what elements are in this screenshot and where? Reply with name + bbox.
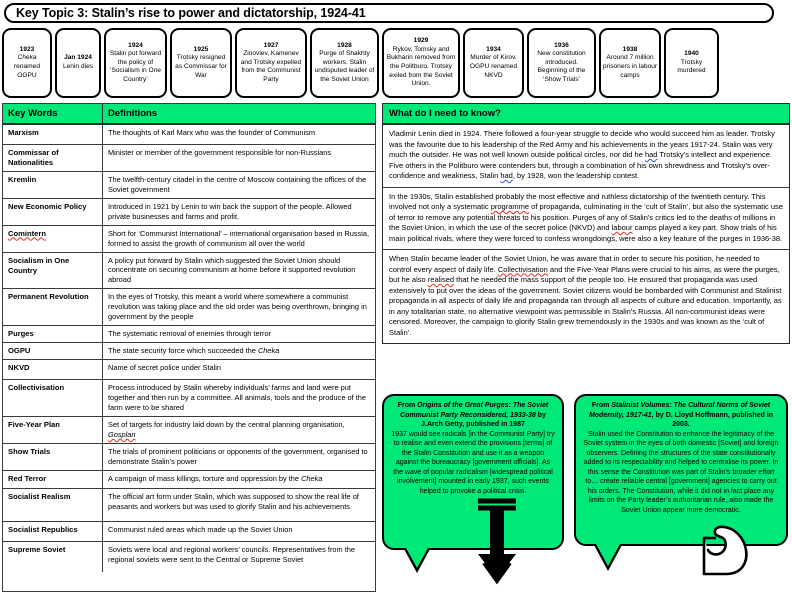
source-bubble-1 bbox=[382, 394, 564, 550]
timeline-event-rest: renamed OGPU bbox=[13, 63, 41, 79]
key-word-term: Socialist Republics bbox=[3, 522, 103, 541]
key-words-table bbox=[2, 103, 376, 592]
key-word-term: Purges bbox=[3, 326, 103, 342]
key-word-term: Commissar of Nationalities bbox=[3, 145, 103, 171]
timeline-event-10 bbox=[599, 28, 661, 98]
key-word-term: Marxism bbox=[3, 125, 103, 144]
table-row bbox=[3, 360, 375, 380]
source-2-attribution bbox=[583, 401, 779, 430]
down-arrow-icon bbox=[474, 497, 520, 585]
table-row bbox=[3, 253, 375, 290]
definition-italic-term: Cheka bbox=[257, 346, 280, 356]
flexed-arm-icon bbox=[682, 520, 754, 584]
key-word-term: Kremlin bbox=[3, 172, 103, 198]
source-1-prefix: From bbox=[397, 402, 418, 409]
table-row bbox=[3, 145, 375, 172]
key-word-definition: The twelfth-century citadel in the centre of Moscow containing the offices of the Soviet government bbox=[108, 175, 367, 194]
timeline-event-8 bbox=[463, 28, 524, 98]
know-box-heading: What do I need to know? bbox=[383, 104, 789, 125]
timeline-event-year: 1936 bbox=[554, 41, 569, 49]
key-word-term: Five-Year Plan bbox=[3, 417, 103, 443]
timeline bbox=[2, 28, 790, 98]
table-row bbox=[3, 471, 375, 489]
key-word-definition: Process introduced by Stalin whereby individuals’ farms and land were put together and then run by a committee. All animals, tools and the produce of the farm were to be shared bbox=[108, 383, 367, 412]
key-word-definition: The systematic removal of enemies through terror bbox=[108, 329, 272, 339]
definition-italic-term: Gosplan bbox=[108, 429, 136, 439]
bubble-1-tail-fill bbox=[406, 548, 428, 568]
timeline-event-2 bbox=[55, 28, 101, 98]
right-column bbox=[382, 103, 790, 592]
source-2-prefix: From bbox=[591, 402, 612, 409]
what-do-i-need-to-know-box bbox=[382, 103, 790, 344]
table-row bbox=[3, 417, 375, 444]
definition-text: Set of targets for industry laid down by the central planning organisation, bbox=[108, 419, 345, 429]
timeline-event-text bbox=[5, 54, 49, 80]
timeline-event-year: 1928 bbox=[337, 41, 352, 49]
know-paragraph-2: In the 1930s, Stalin established probably the most effective and ruthless dictatorship of the twentieth century. This involved not only a systematic programme of propaganda, culminating in the ‘cult of Stalin’, but also the systematic use of terror to remove any potential threats to his position. Purges of any of Stalin’s critics led to the deaths of millions in the Soviet Union, in which the use of the secret police (NKVD) and labour camps played a key part. Show trials of his main political rivals, where they were forced to confess wrongdoings, were also a key feature of the purges in 1936-38. bbox=[383, 188, 789, 251]
table-row bbox=[3, 199, 375, 226]
timeline-event-text: Zinoviev, Kamenev and Trotsky expelled from the Communist Party bbox=[240, 50, 302, 83]
timeline-event-text: Lenin dies bbox=[62, 63, 94, 70]
key-word-definition: The trials of prominent politicians or opponents of the government, organised to demonstrate Stalin’s power bbox=[108, 446, 368, 466]
source-1-quote: 1937 would see radicals [in the Communist Party] try to realise and even extend the provisions [terms] of the Stalin Constitution and use it as a weapon against the bureaucracy [government officials]. As the wave of popular radicalism [widespread political involvement] mounted in early 1937, such events helped to provoke a political crisis. bbox=[391, 430, 555, 495]
timeline-event-7 bbox=[382, 28, 460, 98]
page-title bbox=[4, 3, 774, 23]
timeline-event-year: 1923 bbox=[19, 45, 35, 53]
timeline-event-4 bbox=[170, 28, 232, 98]
key-word-term: Collectivisation bbox=[3, 380, 103, 416]
key-word-definition bbox=[103, 417, 375, 443]
key-word-term: Comintern bbox=[3, 226, 103, 252]
table-row bbox=[3, 522, 375, 542]
know-paragraph-3: When Stalin became leader of the Soviet Union, he was aware that in order to secure his position, he needed to control every aspect of daily life. Collectivisation and the Five-Year Plans were crucial to his aims, as were the purges, but he also realised that he needed the mass support of the people too. He ensured that propaganda was used extensively to put over the ideas of the government. Soviet citizens would be bombarded with Communist and Stalinist propaganda in all aspects of daily life and propaganda ran through all aspects of culture and education. Importantly, as in any totalitarian state, no alternative viewpoint was permissible in Stalin’s Russia. All non-communist ideas were censored. Moreover, the campaign to glorify Stalin grew tremendously in the 1930s and was known as the ‘cult of Stalin’. bbox=[389, 254, 782, 337]
key-word-term: Permanent Revolution bbox=[3, 289, 103, 325]
page-title-text: Key Topic 3: Stalin’s rise to power and dictatorship, 1924-41 bbox=[16, 6, 366, 20]
timeline-event-3 bbox=[104, 28, 167, 98]
key-word-definition: Short for ‘Communist International’ – international organisation based in Russia, formed to assist the growth of communism all over the world bbox=[108, 228, 370, 248]
timeline-event-text: Stalin put forward the policy of ‘Socialism in One Country’ bbox=[109, 50, 162, 83]
column-header-key-words: Key Words bbox=[3, 104, 103, 123]
key-word-term: Socialism in One Country bbox=[3, 253, 103, 289]
key-word-definition: A policy put forward by Stalin which suggested the Soviet Union should concentrate on securing communism at home before it supported revolution abroad bbox=[108, 255, 356, 285]
source-1-suffix: by J.Arch Getty, published in 1987 bbox=[421, 411, 546, 429]
timeline-event-1 bbox=[2, 28, 52, 98]
key-word-definition: Name of secret police under Stalin bbox=[108, 363, 221, 373]
timeline-event-italic: Cheka bbox=[17, 54, 37, 62]
timeline-event-text: Trotsky murdered bbox=[677, 58, 706, 75]
timeline-event-text: Trotsky resigned as Commissar for War bbox=[175, 54, 227, 79]
key-word-term: NKVD bbox=[3, 360, 103, 379]
timeline-event-year: 1938 bbox=[622, 45, 638, 53]
know-paragraph-1: Vladimir Lenin died in 1924. There followed a four-year struggle to decide who would succeed him as leader. Trotsky was the favourite due to his leadership of the Red Army and his achievements in the years 1917-24. Stalin was very much the outsider. He was not well known outside political circles, nor did he had Trotsky’s intellect and experience. Five others in the Politburo were contenders but, through a combination of his own shrewdness and Trotsky’s over-confidence and weakness, Stalin had, by 1928, won the leadership contest. bbox=[383, 125, 789, 188]
timeline-event-year: 1925 bbox=[193, 45, 209, 53]
definition-italic-term: Cheka bbox=[301, 473, 323, 483]
table-row bbox=[3, 326, 375, 343]
timeline-event-text: Murder of Kirov. OGPU renamed NKVD bbox=[469, 54, 518, 79]
timeline-event-text: New constitution introduced. Beginning of the ‘Show Trials’ bbox=[537, 50, 586, 83]
key-word-term: OGPU bbox=[3, 343, 103, 359]
timeline-event-text: Rykov, Tomsky and Bukharin removed from the Politburo. Trotsky exiled from the Soviet Union. bbox=[386, 45, 456, 88]
table-header-row bbox=[3, 104, 375, 125]
source-1-attribution bbox=[391, 401, 555, 430]
key-word-definition bbox=[103, 471, 375, 488]
key-word-definition: Minister or member of the government responsible for non-Russians bbox=[108, 148, 332, 157]
table-row bbox=[3, 172, 375, 199]
table-row bbox=[3, 289, 375, 326]
column-header-definitions: Definitions bbox=[108, 108, 158, 119]
key-word-definition: In the eyes of Trotsky, this meant a world where somewhere a communist revolution was taking place and the old order was being overthrown, bringing in government by the people bbox=[108, 292, 367, 322]
source-2-suffix: by D. Lloyd Hoffmann, published in 2003. bbox=[653, 411, 774, 429]
key-word-definition: The thoughts of Karl Marx who was the founder of Communism bbox=[108, 128, 316, 137]
timeline-event-year: 1929 bbox=[413, 37, 429, 45]
key-word-definition: The official art form under Stalin, which was supposed to show the real life of peasants and workers but was used to glorify Stalin and his achievements bbox=[108, 491, 359, 511]
table-row bbox=[3, 380, 375, 417]
table-row bbox=[3, 226, 375, 253]
bubble-2-tail-fill bbox=[596, 544, 620, 566]
table-row bbox=[3, 343, 375, 360]
timeline-event-11 bbox=[664, 28, 719, 98]
know-box-body bbox=[383, 125, 789, 343]
table-row bbox=[3, 542, 375, 572]
table-row bbox=[3, 125, 375, 145]
source-2-quote: Stalin used the Constitution to enhance the legitimacy of the Soviet system in the eyes of both domestic [Soviet] and foreign observers. Defining the structures of the state constitutionally added to its respectability and helped to centralise its power. In this sense the Constitution was part of Stalin’s broader effort to… create reliable central [government] agencies to carry out his orders. The Constitution, while it did not in fact place any limits on the Party leader’s authoritarian rule, also made the Soviet Union appear more democratic. bbox=[583, 430, 779, 514]
timeline-event-5 bbox=[235, 28, 307, 98]
definition-text: A campaign of mass killings, torture and oppression by the bbox=[108, 473, 302, 483]
key-word-definition: Soviets were local and regional workers’ councils. Representatives from the regional soviets were sent to the Central or Supreme Soviet bbox=[108, 544, 356, 564]
key-word-term: Supreme Soviet bbox=[3, 542, 103, 572]
key-word-term: Red Terror bbox=[3, 471, 103, 488]
source-bubbles bbox=[382, 394, 790, 592]
timeline-event-9 bbox=[527, 28, 596, 98]
key-word-definition: Introduced in 1921 by Lenin to win back the support of the people. Allowed private businesses and farms and profit. bbox=[108, 201, 352, 221]
source-bubble-2 bbox=[574, 394, 788, 546]
definition-text: The state security force which succeeded the bbox=[108, 346, 258, 356]
source-2-title: Stalinist Volumes: The Cultural Norms of Soviet Modernity, 1917-41, bbox=[588, 402, 771, 419]
key-word-definition bbox=[103, 343, 375, 359]
source-1-title: Origins of the Great Purges: The Soviet Communist Party Reconsidered, 1933-38 bbox=[400, 402, 549, 419]
key-word-definition: Communist ruled areas which made up the Soviet Union bbox=[108, 524, 293, 534]
timeline-event-year: Jan 1924 bbox=[64, 54, 92, 62]
timeline-event-year: 1924 bbox=[128, 41, 143, 49]
timeline-event-6 bbox=[310, 28, 379, 98]
timeline-event-year: 1927 bbox=[263, 41, 279, 49]
table-body bbox=[3, 125, 375, 572]
timeline-event-year: 1940 bbox=[684, 50, 699, 58]
table-row bbox=[3, 444, 375, 471]
key-word-term: Show Trials bbox=[3, 444, 103, 470]
timeline-event-text: Around 7 million prisoners in labour camps bbox=[602, 54, 658, 79]
key-word-term: New Economic Policy bbox=[3, 199, 103, 225]
timeline-event-year: 1934 bbox=[486, 45, 501, 53]
timeline-event-text: Purge of Shakhty workers. Stalin undisputed leader of the Soviet Union bbox=[314, 50, 375, 83]
table-row bbox=[3, 489, 375, 522]
key-word-term: Socialist Realism bbox=[3, 489, 103, 521]
